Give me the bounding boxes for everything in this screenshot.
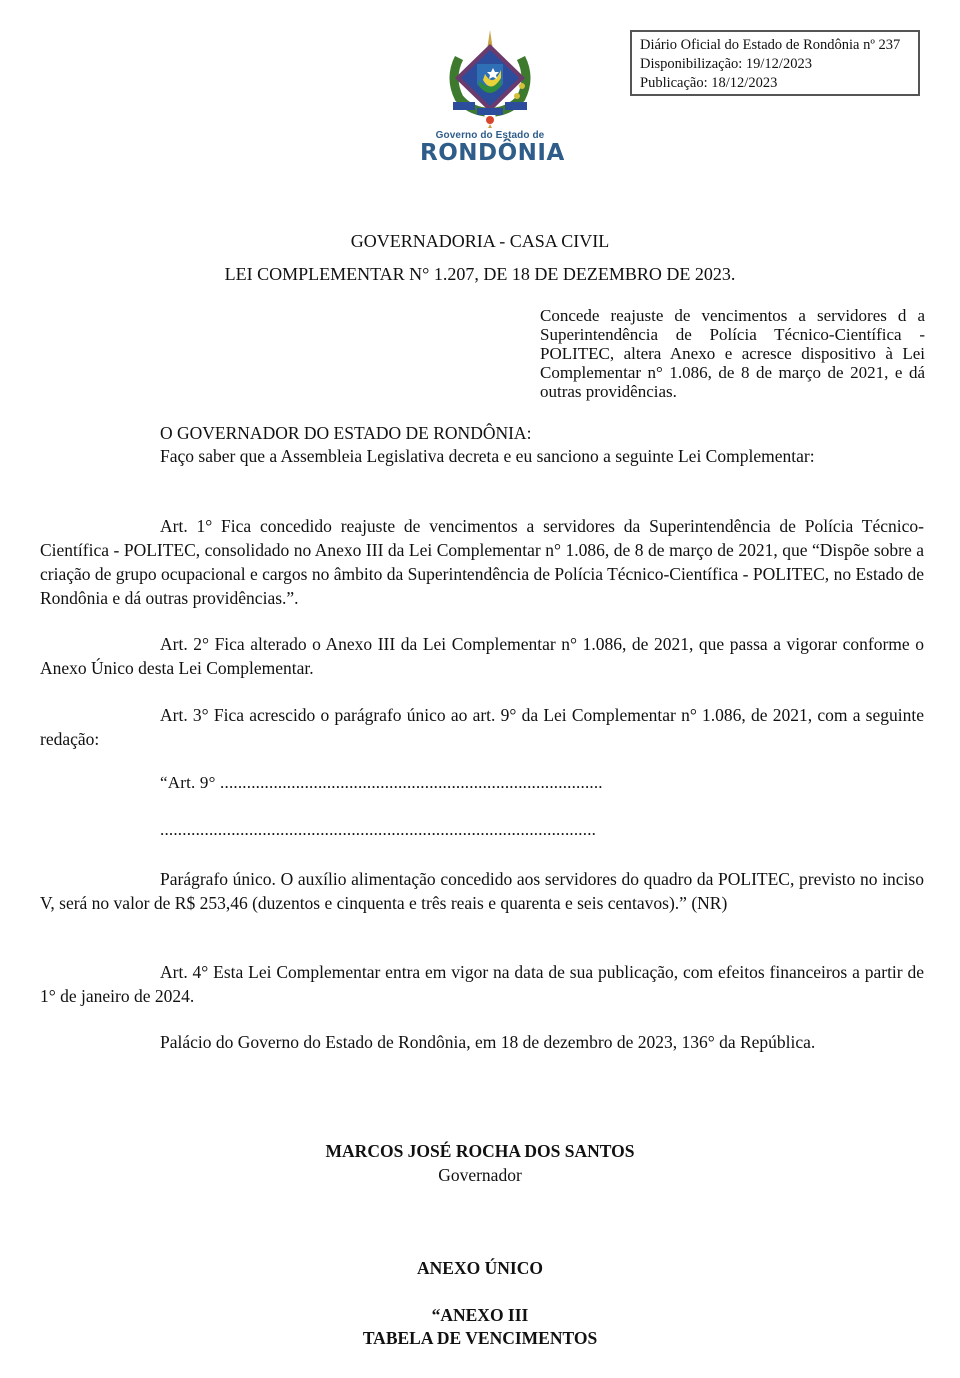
preamble-decree: Faço saber que a Assembleia Legislativa decreta e eu sanciono a seguinte Lei Complementar: (160, 446, 815, 466)
annex-title: ANEXO ÚNICO (417, 1258, 543, 1278)
law-summary: Concede reajuste de vencimentos a servidores d a Superintendência de Polícia Técnico-Científica - POLITEC, altera Anexo e acresce dispositivo à Lei Complementar n° 1.086, de 8 de março de 2021, e dá outras providências. (540, 306, 925, 401)
publication-date: Publicação: 18/12/2023 (640, 75, 778, 91)
signatory-name: MARCOS JOSÉ ROCHA DOS SANTOS (325, 1141, 635, 1161)
logo-text-rondonia: RONDÔNIA (420, 140, 565, 166)
article-3: Art. 3° Fica acrescido o parágrafo único ao art. 9° da Lei Complementar n° 1.086, de 2021, com a seguinte redação: (40, 705, 924, 749)
annex-subtitle-tabela: TABELA DE VENCIMENTOS (362, 1328, 598, 1348)
logo-text-governo: Governo do Estado de (435, 130, 545, 141)
article-4: Art. 4° Esta Lei Complementar entra em vigor na data de sua publicação, com efeitos financeiros a partir de 1° de janeiro de 2024. (40, 962, 924, 1006)
quoted-art9-line: “Art. 9° ...................................................................................... (160, 773, 603, 792)
gazette-number: Diário Oficial do Estado de Rondônia nº 237 (640, 37, 901, 53)
official-gazette-box (630, 30, 920, 96)
signatory-role: Governador (438, 1165, 522, 1185)
rondonia-coat-of-arms-icon (445, 28, 535, 128)
article-1: Art. 1° Fica concedido reajuste de vencimentos a servidores da Superintendência de Polícia Técnico-Científica - POLITEC, consolidado no Anexo III da Lei Complementar n° 1.086, de 8 de março de 2021, que “Dispõe sobre a criação de grupo ocupacional e cargos no âmbito da Superintendência de Polícia Técnico-Científica - POLITEC, no Estado de Rondônia e dá outras providências.”. (40, 516, 924, 608)
annex-subtitle-anexo-iii: “ANEXO III (431, 1305, 529, 1325)
availability-date: Disponibilização: 19/12/2023 (640, 56, 812, 72)
law-title: LEI COMPLEMENTAR N° 1.207, DE 18 DE DEZEMBRO DE 2023. (224, 264, 736, 284)
quoted-ellipsis-line: .................................................................................................. (160, 820, 597, 839)
article-2: Art. 2° Fica alterado o Anexo III da Lei Complementar n° 1.086, de 2021, que passa a vigorar conforme o Anexo Único desta Lei Complementar. (40, 634, 924, 678)
closing-statement: Palácio do Governo do Estado de Rondônia, em 18 de dezembro de 2023, 136° da República. (160, 1032, 816, 1052)
org-heading: GOVERNADORIA - CASA CIVIL (350, 231, 610, 251)
government-logo (420, 28, 565, 188)
quoted-paragraph-unico: Parágrafo único. O auxílio alimentação concedido aos servidores do quadro da POLITEC, previsto no inciso V, será no valor de R$ 253,46 (duzentos e cinquenta e três reais e quarenta e seis centavos).” (NR) (40, 869, 924, 913)
preamble-governor: O GOVERNADOR DO ESTADO DE RONDÔNIA: (160, 423, 532, 443)
